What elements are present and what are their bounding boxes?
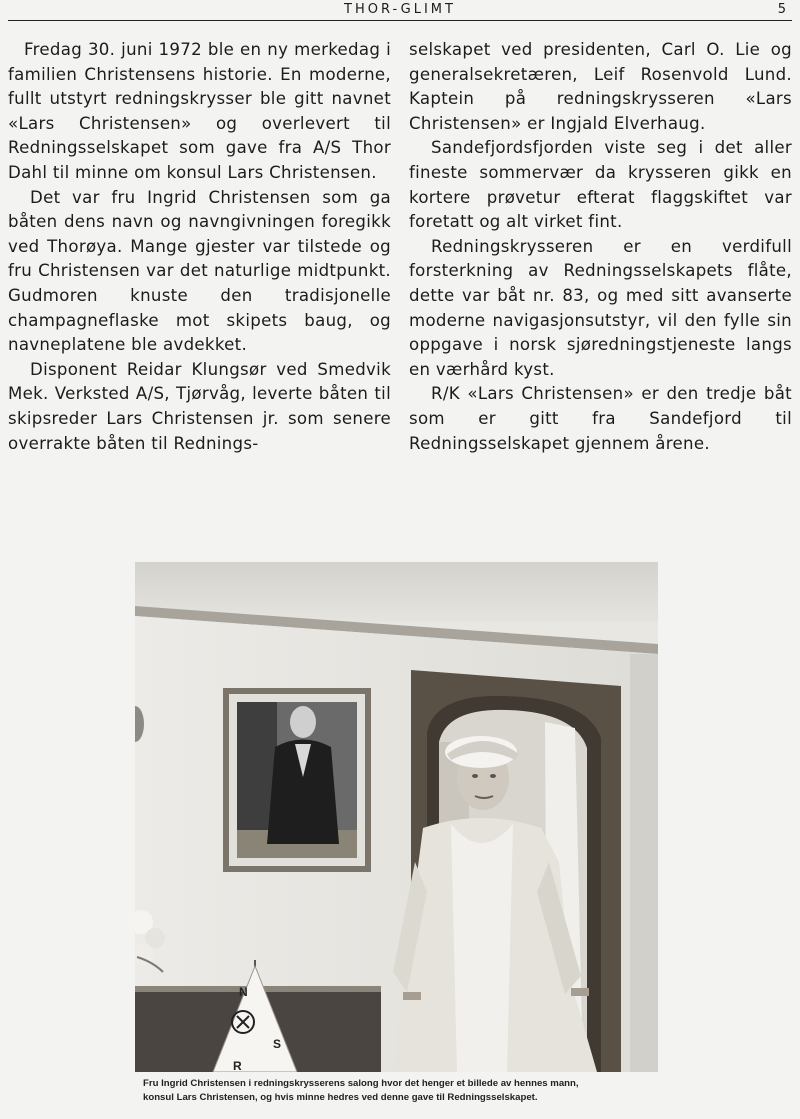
portrait-frame <box>223 688 371 872</box>
flag-letter: S <box>273 1037 282 1051</box>
right-column <box>409 38 792 456</box>
paragraph: R/K «Lars Christensen» er den tredje båt som er gitt fra Sandefjord til Redningsselskapet gjennem årene. <box>409 384 792 453</box>
photo-illustration <box>135 562 658 1072</box>
publication-title: THOR-GLIMT <box>344 2 456 17</box>
paragraph: selskapet ved presidenten, Carl O. Lie og generalsekretæren, Leif Rosenvold Lund. Kaptein på redningskrysseren «Lars Christensen» er Ingjald Elverhaug. <box>409 40 792 133</box>
flag-letter: R <box>233 1059 242 1072</box>
photograph <box>135 562 658 1072</box>
page-number: 5 <box>777 2 786 17</box>
paragraph: Disponent Reidar Klungsør ved Smedvik Mek. Verksted A/S, Tjørvåg, leverte båten til skipsreder Lars Christensen jr. som senere overrakte båten til Rednings- <box>8 359 391 453</box>
running-header <box>8 0 792 21</box>
photo-caption <box>143 1077 663 1105</box>
paragraph: Redningskrysseren er en verdifull forsterkning av Redningsselskapets flåte, dette var båt nr. 83, og med sitt avanserte moderne navigasjonsutstyr, vil den fylle sin oppgave i norsk sjøredningstjeneste langs en værhård kyst. <box>409 236 792 379</box>
caption-line: konsul Lars Christensen, og hvis minne hedres ved denne gave til Redningsselskapet. <box>143 1092 538 1103</box>
left-column <box>8 38 391 456</box>
caption-line: Fru Ingrid Christensen i redningskrysserens salong hvor det henger et billede av hennes mann, <box>143 1078 579 1089</box>
paragraph: Sandefjordsfjorden viste seg i det aller fineste sommervær da krysseren gikk en kortere prøvetur efterat flaggskiftet var foretatt og alt virket fint. <box>409 138 792 232</box>
paragraph: Det var fru Ingrid Christensen som ga båten dens navn og navngivningen foregikk ved Thorøya. Mange gjester var tilstede og fru Christensen var det naturlige midtpunkt. Gudmoren knuste den tradisjonelle champagneflaske mot skipets baug, og navneplatene ble avdekket. <box>8 187 391 355</box>
flag-letter: N <box>239 985 248 999</box>
paragraph: Fredag 30. juni 1972 ble en ny merkedag i familien Christensens historie. En moderne, fullt utstyrt redningskrysser ble gitt navnet «Lars Christensen» og overlevert til Redningsselskapet som gave fra A/S Thor Dahl til minne om konsul Lars Christensen. <box>8 40 391 182</box>
